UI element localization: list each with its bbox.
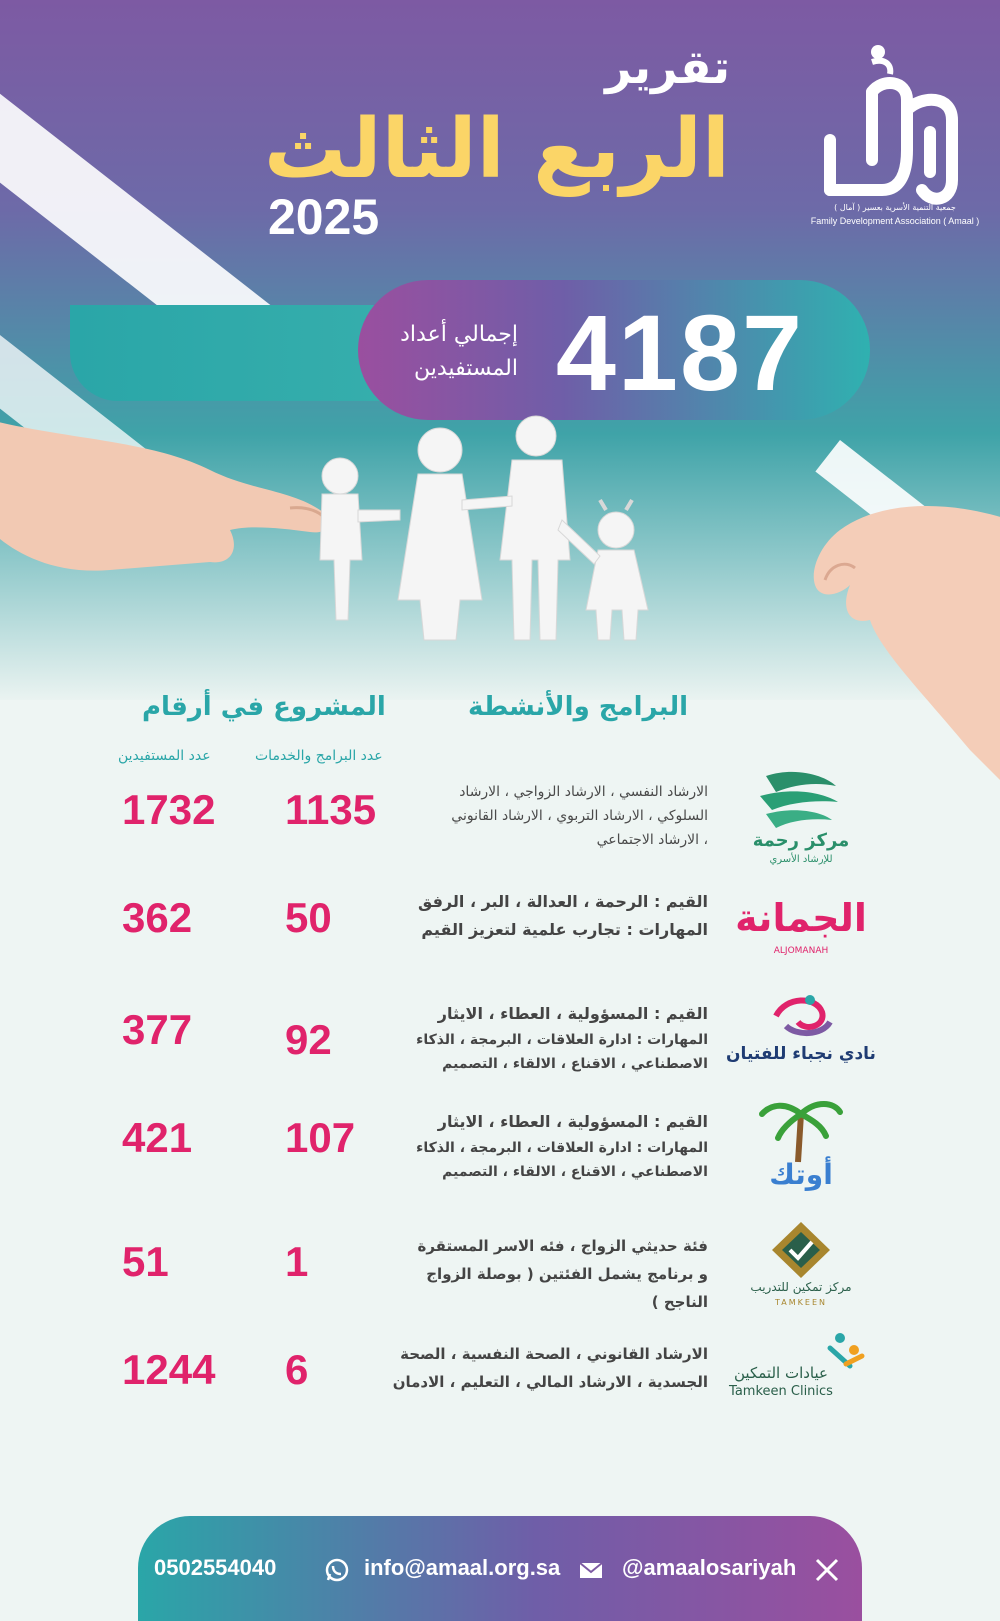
- paper-family-icon: [300, 410, 700, 660]
- email-address[interactable]: info@amaal.org.sa: [364, 1555, 561, 1580]
- org-name: عيادات التمكين: [734, 1364, 828, 1382]
- desc-line: المهارات : ادارة العلاقات ، البرمجة ، الذكاء: [416, 1032, 708, 1048]
- program-description: [388, 1232, 708, 1316]
- right-hand-image: [650, 490, 1000, 790]
- beneficiaries-count: 51: [122, 1238, 169, 1285]
- programs-section-title: البرامج والأنشطة: [467, 692, 688, 722]
- programs-count: 50: [285, 894, 332, 941]
- rahma-leaf-icon: [726, 766, 876, 836]
- desc-line: القيم : الرحمة ، العدالة ، البر ، الرفق: [418, 892, 708, 911]
- org-subtitle: Tamkeen Clinics: [729, 1384, 833, 1399]
- logo-name-en: Family Development Association ( Amaal ): [810, 216, 980, 226]
- mail-icon[interactable]: [578, 1558, 604, 1582]
- beneficiaries-count: 362: [122, 894, 193, 941]
- programs-count: 1: [285, 1238, 309, 1285]
- numbers-section-title: المشروع في أرقام: [142, 692, 386, 722]
- org-name: الجمانة: [735, 896, 867, 940]
- desc-line: فئة حديثي الزواج ، فئه الاسر المستقرة: [417, 1237, 708, 1255]
- desc-line: المهارات : ادارة العلاقات ، البرمجة ، الذكاء: [416, 1140, 708, 1156]
- palm-tree-icon: [726, 1094, 876, 1164]
- org-name: مركز رحمة: [752, 830, 850, 851]
- total-beneficiaries-label: [358, 318, 518, 386]
- total-label-line1: إجمالي أعداد: [400, 322, 518, 347]
- logo-name-ar: جمعية التنمية الأسرية بعسير ( آمال ): [834, 203, 956, 212]
- beneficiaries-count: 1732: [122, 786, 216, 833]
- desc-line: القيم : المسؤولية ، العطاء ، الايثار: [437, 1004, 708, 1023]
- tamkeen-diamond-icon: [726, 1218, 876, 1282]
- nujaba-club-logo: [726, 986, 876, 1096]
- beneficiaries-count: 377: [122, 1006, 193, 1053]
- report-title-quarter: الربع الثالث: [263, 102, 730, 197]
- desc-line: الاصطناعي ، الاقناع ، الالقاء ، التصميم: [442, 1164, 708, 1180]
- org-subtitle: TAMKEEN: [775, 1298, 827, 1307]
- org-subtitle: ALJOMANAH: [773, 946, 829, 956]
- desc-line: الارشاد القانوني ، الصحة النفسية ، الصحة: [400, 1345, 708, 1363]
- nujaba-mark-icon: [726, 986, 876, 1046]
- org-name: مركز تمكين للتدريب: [750, 1280, 852, 1294]
- beneficiaries-count: 421: [122, 1114, 193, 1161]
- aljomanah-logo: [726, 874, 876, 984]
- desc-line: السلوكي ، الارشاد التربوي ، الارشاد القانوني: [451, 808, 708, 824]
- program-description: [388, 1108, 708, 1184]
- table-row: [0, 1108, 1000, 1218]
- org-subtitle: للإرشاد الأسري: [769, 854, 833, 865]
- phone-number[interactable]: 0502554040: [154, 1555, 277, 1580]
- org-name: أوتك: [769, 1158, 833, 1191]
- desc-line: الجسدية ، الارشاد المالي ، التعليم ، الادمان: [392, 1373, 708, 1391]
- programs-count: 92: [285, 1016, 332, 1063]
- programs-count: 1135: [285, 786, 377, 833]
- x-handle[interactable]: @amaalosariyah: [622, 1555, 797, 1580]
- table-row: [0, 1340, 1000, 1450]
- report-year: 2025: [268, 189, 380, 245]
- program-description: [388, 1000, 708, 1076]
- desc-line: و برنامج يشمل الفئتين ( بوصلة الزواج الناجح ): [426, 1265, 708, 1311]
- program-description: [388, 780, 708, 852]
- whatsapp-icon[interactable]: [324, 1558, 350, 1582]
- total-beneficiaries-value: 4187: [555, 292, 805, 413]
- beneficiaries-count: 1244: [122, 1346, 216, 1393]
- col-head-beneficiaries: عدد المستفيدين: [118, 748, 211, 764]
- programs-count: 6: [285, 1346, 309, 1393]
- table-row: [0, 888, 1000, 998]
- tamkeen-clinics-logo: [726, 1326, 876, 1436]
- left-hand-image: [0, 380, 350, 600]
- programs-count: 107: [285, 1114, 356, 1161]
- program-description: [388, 888, 708, 944]
- desc-line: الارشاد النفسي ، الارشاد الزواجي ، الارشاد: [459, 784, 708, 800]
- desc-line: المهارات : تجارب علمية لتعزيز القيم: [421, 920, 708, 939]
- rahma-center-logo: [726, 766, 876, 876]
- program-description: [388, 1340, 708, 1396]
- desc-line: ، الارشاد الاجتماعي: [596, 832, 708, 848]
- tamkeen-training-logo: [726, 1218, 876, 1328]
- amaal-logo-icon: [812, 40, 982, 230]
- awtak-logo: [726, 1094, 876, 1204]
- org-name: نادي نجباء للفتيان: [726, 1044, 876, 1064]
- desc-line: الاصطناعي ، الاقناع ، الالقاء ، التصميم: [442, 1056, 708, 1072]
- total-label-line2: المستفيدين: [414, 356, 518, 381]
- report-title-small: تقرير: [605, 40, 730, 94]
- x-logo-icon[interactable]: [814, 1558, 840, 1582]
- col-head-programs: عدد البرامج والخدمات: [255, 748, 383, 764]
- desc-line: القيم : المسؤولية ، العطاء ، الايثار: [437, 1112, 708, 1131]
